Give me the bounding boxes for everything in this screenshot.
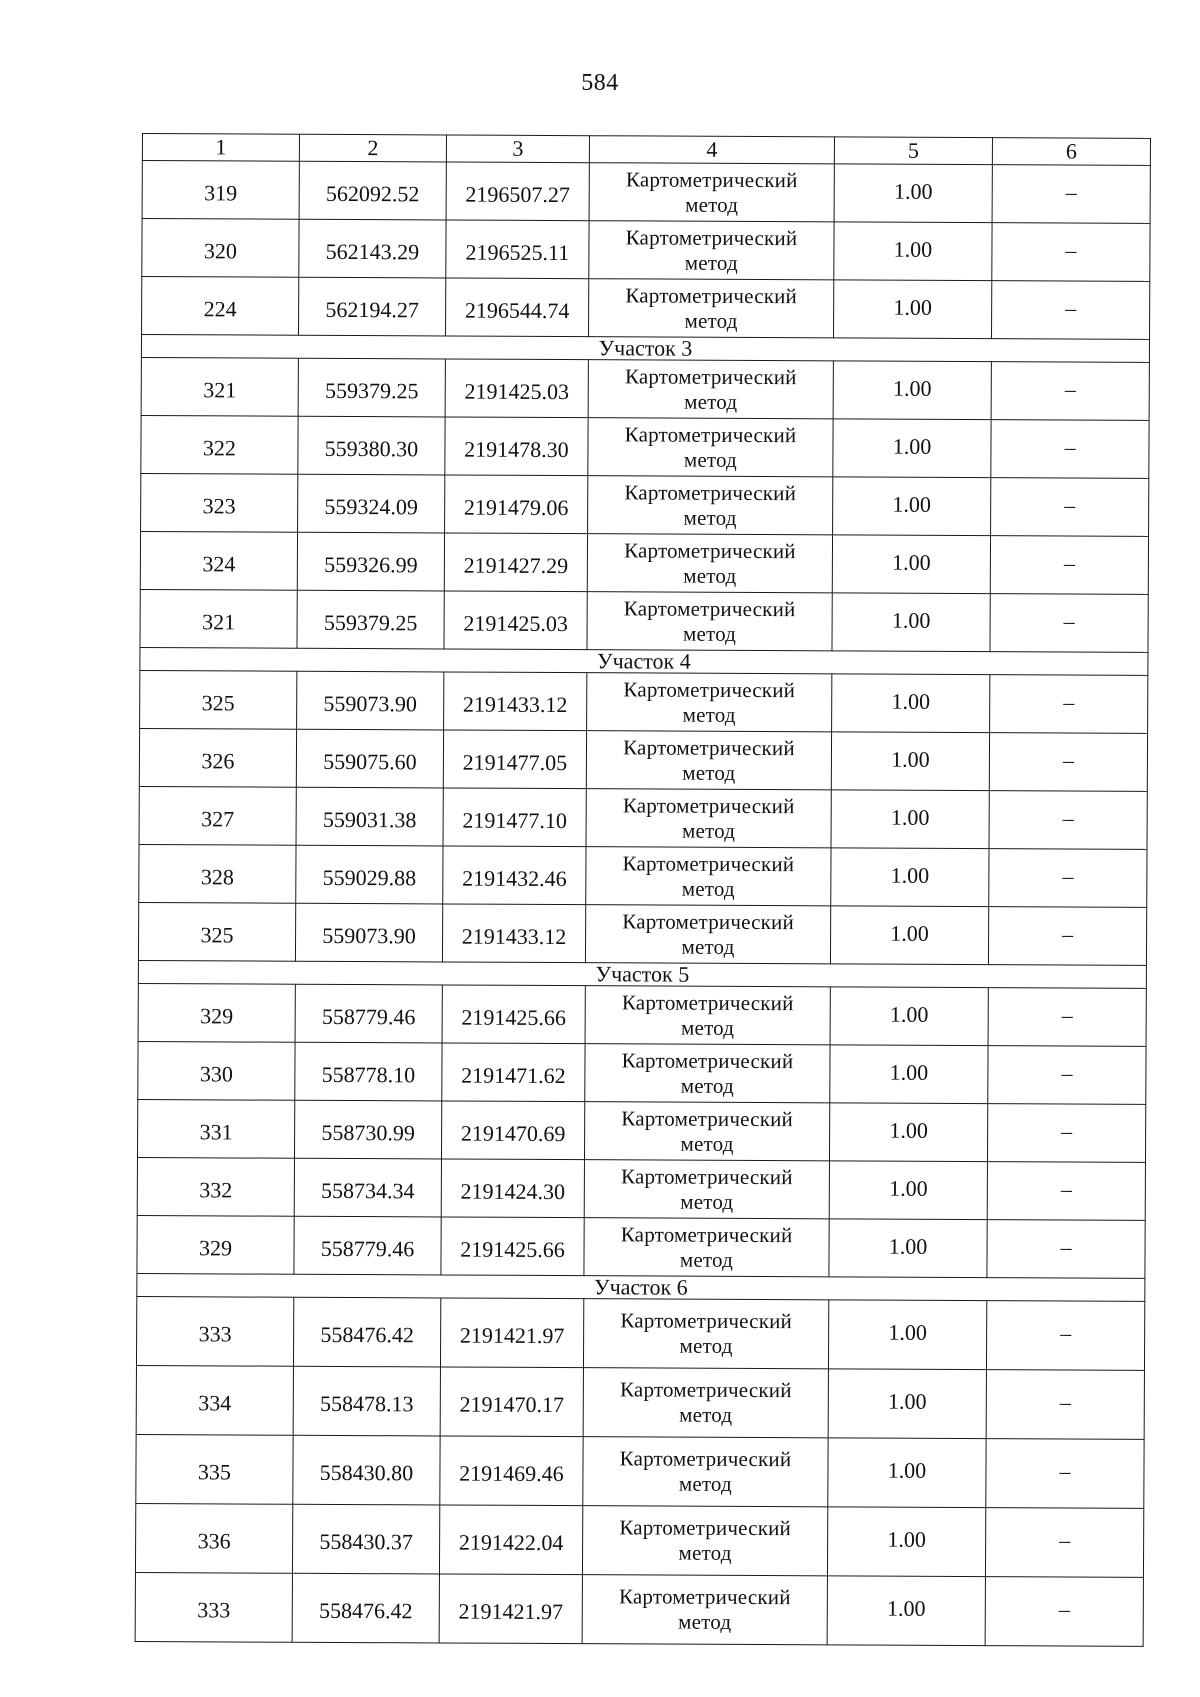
method-line-2: метод: [685, 192, 739, 217]
section-label: Участок 3: [141, 335, 1149, 363]
method-line-1: Картометрический: [624, 421, 797, 447]
column-number-cell: 1: [142, 134, 299, 162]
note-cell: –: [986, 1439, 1144, 1509]
table-row: [138, 983, 1146, 1046]
table-row: [136, 1365, 1144, 1439]
column-number-cell: 3: [446, 135, 589, 163]
method-cell: [589, 163, 834, 222]
method-line-2: метод: [681, 1015, 735, 1040]
method-line-2: метод: [680, 1131, 734, 1156]
section-label: Участок 4: [140, 647, 1148, 675]
method-line-1: Картометрический: [625, 166, 798, 192]
method-line-1: Картометрический: [625, 282, 798, 308]
point-number-cell: 333: [135, 1572, 292, 1642]
note-cell: –: [986, 1370, 1144, 1440]
accuracy-cell: 1.00: [833, 419, 991, 478]
method-cell: [588, 360, 833, 419]
y-coordinate-cell: 2191433.12: [444, 672, 587, 731]
method-line-1: Картометрический: [621, 989, 794, 1015]
note-cell: –: [992, 165, 1150, 224]
note-cell: –: [990, 675, 1148, 734]
point-number-cell: 332: [137, 1157, 294, 1216]
method-line-2: метод: [684, 250, 738, 275]
point-number-cell: 322: [141, 415, 298, 474]
method-cell: [587, 592, 832, 651]
point-number-cell: 319: [142, 161, 299, 220]
x-coordinate-cell: 558430.80: [293, 1435, 440, 1505]
method-line-1: Картометрический: [625, 224, 798, 250]
table-row: [140, 670, 1148, 733]
y-coordinate-cell: 2191470.69: [441, 1101, 584, 1160]
note-cell: –: [987, 1162, 1145, 1221]
y-coordinate-cell: 2191432.46: [443, 846, 586, 905]
accuracy-cell: 1.00: [834, 164, 992, 223]
method-cell: [585, 905, 830, 964]
note-cell: –: [989, 733, 1147, 792]
y-coordinate-cell: 2191425.66: [441, 1217, 584, 1276]
method-cell: [585, 986, 830, 1045]
coordinates-table-body: [135, 134, 1150, 1647]
x-coordinate-cell: 559326.99: [297, 532, 444, 591]
note-cell: –: [990, 594, 1148, 653]
x-coordinate-cell: 558734.34: [294, 1158, 441, 1217]
method-cell: [584, 1160, 829, 1219]
method-line-2: метод: [684, 308, 738, 333]
point-number-cell: 325: [140, 670, 297, 729]
x-coordinate-cell: 558778.10: [295, 1042, 442, 1101]
method-line-2: метод: [682, 621, 737, 646]
y-coordinate-cell: 2191424.30: [441, 1159, 584, 1218]
y-coordinate-cell: 2196525.11: [446, 220, 589, 279]
x-coordinate-cell: 558478.13: [293, 1366, 440, 1436]
accuracy-cell: 1.00: [829, 1103, 987, 1162]
y-coordinate-cell: 2191471.62: [442, 1043, 585, 1102]
note-cell: –: [990, 536, 1148, 595]
note-cell: –: [988, 1046, 1146, 1105]
note-cell: –: [991, 420, 1149, 479]
table-row: [140, 531, 1148, 594]
x-coordinate-cell: 558730.99: [294, 1100, 441, 1159]
method-cell: [586, 789, 831, 848]
method-cell: [589, 221, 834, 280]
table-row: [140, 589, 1148, 652]
note-cell: –: [987, 1104, 1145, 1163]
note-cell: –: [985, 1508, 1143, 1578]
method-line-1: Картометрический: [619, 1515, 792, 1541]
method-line-2: метод: [681, 876, 735, 901]
note-cell: –: [987, 1220, 1145, 1279]
column-number-cell: 5: [834, 137, 992, 165]
page-number: 584: [581, 70, 619, 96]
method-line-1: Картометрический: [623, 595, 796, 621]
method-line-1: Картометрический: [622, 792, 795, 818]
x-coordinate-cell: 559075.60: [296, 729, 443, 788]
y-coordinate-cell: 2191433.12: [442, 904, 585, 963]
point-number-cell: 320: [142, 219, 299, 278]
accuracy-cell: 1.00: [830, 1045, 988, 1104]
y-coordinate-cell: 2191425.66: [442, 985, 585, 1044]
method-line-2: метод: [684, 389, 738, 414]
point-number-cell: 321: [141, 357, 298, 416]
y-coordinate-cell: 2191478.30: [445, 417, 588, 476]
note-cell: –: [988, 907, 1146, 966]
accuracy-cell: 1.00: [833, 477, 991, 536]
accuracy-cell: 1.00: [830, 987, 988, 1046]
method-line-2: метод: [683, 563, 737, 588]
method-cell: [583, 1299, 828, 1369]
y-coordinate-cell: 2191427.29: [444, 533, 587, 592]
table-row: [137, 1099, 1145, 1162]
method-line-2: метод: [681, 818, 736, 843]
method-cell: [583, 1437, 828, 1507]
method-cell: [584, 1218, 829, 1277]
method-line-2: метод: [682, 702, 736, 727]
x-coordinate-cell: 562194.27: [299, 277, 446, 336]
table-row: [142, 277, 1150, 340]
method-line-2: метод: [682, 760, 736, 785]
table-row: [142, 161, 1150, 224]
accuracy-cell: 1.00: [827, 1576, 985, 1646]
method-line-1: Картометрический: [624, 363, 797, 389]
method-cell: [587, 534, 832, 593]
x-coordinate-cell: 559379.25: [298, 358, 445, 417]
x-coordinate-cell: 559031.38: [296, 787, 443, 846]
point-number-cell: 334: [136, 1365, 293, 1435]
method-line-2: метод: [683, 505, 737, 530]
method-line-2: метод: [678, 1540, 732, 1565]
table-row: [137, 1157, 1145, 1220]
table-row: [138, 1041, 1146, 1104]
y-coordinate-cell: 2196507.27: [446, 162, 589, 221]
point-number-cell: 331: [137, 1099, 294, 1158]
table-row: [137, 1215, 1145, 1278]
method-line-1: Картометрический: [619, 1377, 792, 1403]
accuracy-cell: 1.00: [834, 280, 992, 339]
method-line-2: метод: [681, 934, 735, 959]
method-line-2: метод: [679, 1333, 733, 1358]
method-line-1: Картометрический: [618, 1584, 791, 1610]
x-coordinate-cell: 558430.37: [292, 1504, 439, 1574]
point-number-cell: 335: [136, 1434, 293, 1504]
method-line-1: Картометрический: [621, 1105, 794, 1131]
method-cell: [588, 418, 833, 477]
x-coordinate-cell: 558476.42: [293, 1297, 440, 1367]
method-line-1: Картометрический: [622, 850, 795, 876]
method-line-1: Картометрический: [624, 537, 796, 563]
accuracy-cell: 1.00: [828, 1369, 986, 1439]
method-cell: [582, 1506, 827, 1576]
point-number-cell: 326: [139, 728, 296, 787]
method-line-2: метод: [680, 1189, 734, 1214]
y-coordinate-cell: 2191425.03: [444, 591, 587, 650]
table-row: [135, 1503, 1143, 1577]
x-coordinate-cell: 558779.46: [294, 1216, 441, 1275]
accuracy-cell: 1.00: [832, 535, 990, 594]
note-cell: –: [989, 791, 1147, 850]
note-cell: –: [991, 362, 1149, 421]
point-number-cell: 330: [138, 1041, 295, 1100]
method-cell: [589, 279, 834, 338]
x-coordinate-cell: 558476.42: [292, 1573, 439, 1643]
table-row: [141, 357, 1149, 420]
y-coordinate-cell: 2191477.05: [443, 730, 586, 789]
note-cell: –: [986, 1301, 1144, 1371]
note-cell: –: [989, 849, 1147, 908]
x-coordinate-cell: 559029.88: [296, 845, 443, 904]
method-line-1: Картометрический: [620, 1221, 793, 1247]
y-coordinate-cell: 2191479.06: [445, 475, 588, 534]
point-number-cell: 333: [136, 1296, 293, 1366]
method-line-1: Картометрический: [619, 1446, 792, 1472]
method-cell: [585, 1044, 830, 1103]
table-row: [135, 1572, 1143, 1646]
method-line-2: метод: [683, 447, 738, 472]
column-number-cell: 2: [299, 134, 446, 162]
method-cell: [584, 1102, 829, 1161]
table-row: [136, 1296, 1144, 1370]
method-line-1: Картометрический: [621, 1047, 794, 1073]
x-coordinate-cell: 559324.09: [298, 474, 445, 533]
accuracy-cell: 1.00: [832, 593, 990, 652]
method-line-1: Картометрический: [624, 479, 797, 505]
point-number-cell: 328: [139, 844, 296, 903]
point-number-cell: 327: [139, 786, 296, 845]
note-cell: –: [992, 223, 1150, 282]
point-number-cell: 325: [138, 902, 295, 961]
table-row: [139, 844, 1147, 907]
x-coordinate-cell: 559073.90: [297, 671, 444, 730]
coordinates-table-wrapper: [135, 133, 1150, 1647]
column-number-cell: 6: [992, 138, 1150, 166]
method-line-1: Картометрический: [621, 1163, 793, 1189]
accuracy-cell: 1.00: [831, 790, 989, 849]
method-line-2: метод: [678, 1609, 732, 1634]
y-coordinate-cell: 2191477.10: [443, 788, 586, 847]
note-cell: –: [991, 478, 1149, 537]
table-row: [138, 902, 1146, 965]
table-row: [139, 786, 1147, 849]
accuracy-cell: 1.00: [827, 1507, 985, 1577]
x-coordinate-cell: 562092.52: [299, 161, 446, 220]
point-number-cell: 324: [140, 531, 297, 590]
point-number-cell: 336: [135, 1503, 292, 1573]
method-line-1: Картометрический: [623, 676, 796, 702]
point-number-cell: 224: [142, 277, 299, 336]
method-cell: [586, 731, 831, 790]
point-number-cell: 329: [138, 983, 295, 1042]
y-coordinate-cell: 2191469.46: [440, 1436, 583, 1506]
method-cell: [582, 1575, 827, 1645]
method-cell: [583, 1368, 828, 1438]
accuracy-cell: 1.00: [828, 1300, 986, 1370]
section-label: Участок 5: [138, 960, 1146, 988]
accuracy-cell: 1.00: [829, 1161, 987, 1220]
note-cell: –: [992, 281, 1150, 340]
section-label: Участок 6: [137, 1273, 1145, 1301]
accuracy-cell: 1.00: [834, 222, 992, 281]
accuracy-cell: 1.00: [830, 906, 988, 965]
point-number-cell: 329: [137, 1215, 294, 1274]
x-coordinate-cell: 558779.46: [295, 984, 442, 1043]
table-row: [141, 473, 1149, 536]
point-number-cell: 321: [140, 589, 297, 648]
method-cell: [588, 476, 833, 535]
method-line-1: Картометрический: [620, 1308, 793, 1334]
method-cell: [587, 673, 832, 732]
table-row: [136, 1434, 1144, 1508]
x-coordinate-cell: 559073.90: [295, 903, 442, 962]
coordinates-table: [135, 133, 1151, 1647]
y-coordinate-cell: 2191425.03: [445, 359, 588, 418]
accuracy-cell: 1.00: [832, 674, 990, 733]
point-number-cell: 323: [141, 473, 298, 532]
method-cell: [586, 847, 831, 906]
y-coordinate-cell: 2191470.17: [440, 1367, 583, 1437]
method-line-1: Картометрический: [622, 908, 795, 934]
table-row: [141, 415, 1149, 478]
x-coordinate-cell: 559379.25: [297, 590, 444, 649]
method-line-2: метод: [679, 1402, 733, 1427]
note-cell: –: [988, 988, 1146, 1047]
column-number-cell: 4: [589, 136, 834, 164]
method-line-1: Картометрический: [623, 734, 795, 760]
x-coordinate-cell: 562143.29: [299, 219, 446, 278]
x-coordinate-cell: 559380.30: [298, 416, 445, 475]
accuracy-cell: 1.00: [833, 361, 991, 420]
table-row: [142, 219, 1150, 282]
y-coordinate-cell: 2191422.04: [439, 1505, 582, 1575]
method-line-2: метод: [678, 1471, 733, 1496]
accuracy-cell: 1.00: [829, 1219, 987, 1278]
method-line-2: метод: [679, 1247, 734, 1272]
y-coordinate-cell: 2191421.97: [440, 1298, 583, 1368]
y-coordinate-cell: 2191421.97: [439, 1574, 582, 1644]
accuracy-cell: 1.00: [831, 848, 989, 907]
y-coordinate-cell: 2196544.74: [446, 278, 589, 337]
accuracy-cell: 1.00: [828, 1438, 986, 1508]
method-line-2: метод: [680, 1073, 734, 1098]
accuracy-cell: 1.00: [831, 732, 989, 791]
note-cell: –: [985, 1577, 1143, 1647]
table-row: [139, 728, 1147, 791]
